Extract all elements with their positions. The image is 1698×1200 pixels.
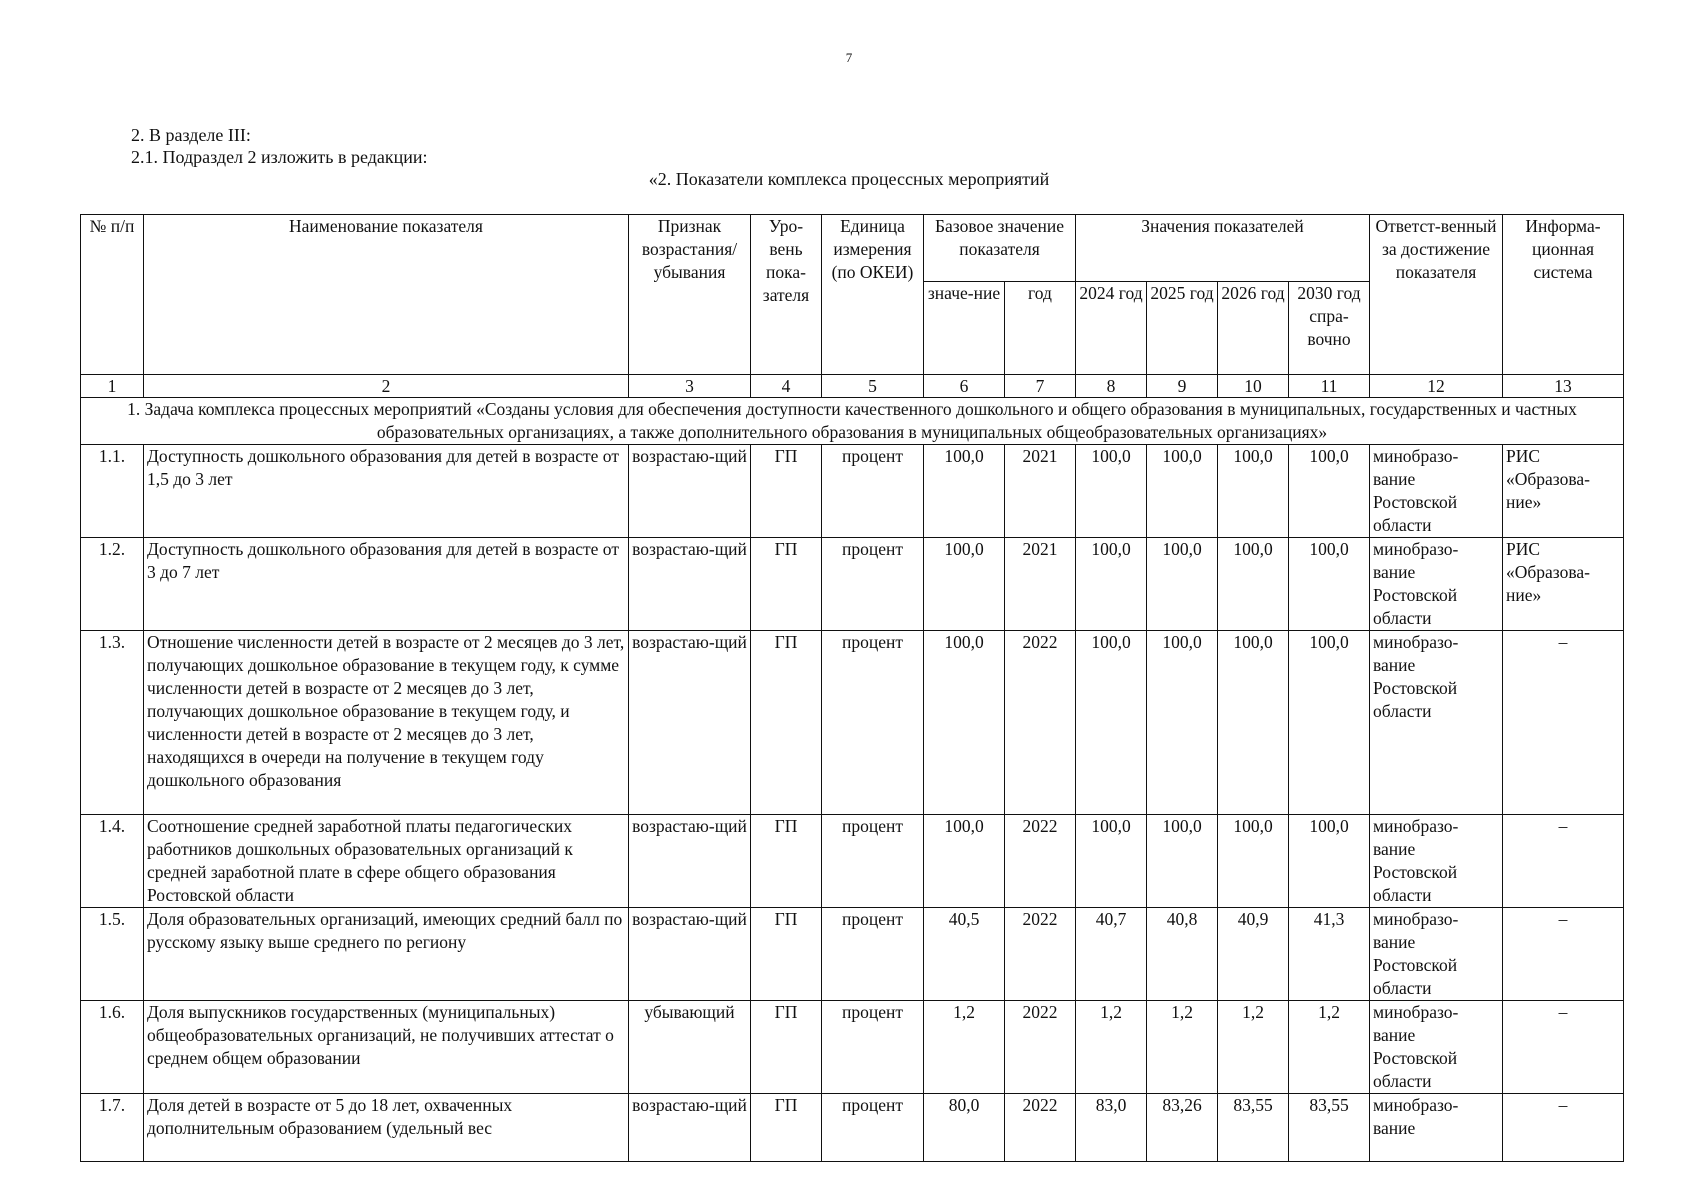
row-base-value: 80,0: [924, 1094, 1005, 1162]
row-responsible: минобразо-вание Ростовской области: [1370, 631, 1503, 815]
row-unit: процент: [822, 815, 924, 908]
header-unit: Единица измерения (по ОКЕИ): [822, 215, 924, 375]
row-system: –: [1503, 1094, 1624, 1162]
row-value-2025: 1,2: [1147, 1001, 1218, 1094]
row-value-2026: 40,9: [1218, 908, 1289, 1001]
column-number: 5: [822, 375, 924, 398]
table-row: [81, 815, 1624, 908]
row-name: Доля образовательных организаций, имеющих средний балл по русскому языку выше среднего по региону: [144, 908, 629, 1001]
row-value-2024: 100,0: [1076, 445, 1147, 538]
table-row: [81, 1001, 1624, 1094]
row-unit: процент: [822, 1001, 924, 1094]
indicators-table: [80, 214, 1624, 1162]
header-year-2025: 2025 год: [1147, 282, 1218, 375]
row-base-value: 100,0: [924, 631, 1005, 815]
row-num: 1.1.: [81, 445, 144, 538]
row-base-year: 2021: [1005, 538, 1076, 631]
row-base-value: 40,5: [924, 908, 1005, 1001]
row-base-year: 2022: [1005, 1094, 1076, 1162]
row-responsible: минобразо-вание Ростовской области: [1370, 445, 1503, 538]
row-value-2030: 41,3: [1289, 908, 1370, 1001]
row-responsible: минобразо-вание Ростовской области: [1370, 815, 1503, 908]
row-base-value: 100,0: [924, 815, 1005, 908]
row-num: 1.2.: [81, 538, 144, 631]
table-row: [81, 445, 1624, 538]
column-number: 8: [1076, 375, 1147, 398]
column-number: 1: [81, 375, 144, 398]
header-year-2026: 2026 год: [1218, 282, 1289, 375]
row-trend: возрастаю-щий: [629, 1094, 751, 1162]
row-value-2030: 1,2: [1289, 1001, 1370, 1094]
table-row: [81, 538, 1624, 631]
row-base-value: 1,2: [924, 1001, 1005, 1094]
row-level: ГП: [751, 631, 822, 815]
row-trend: возрастаю-щий: [629, 631, 751, 815]
row-trend: возрастаю-щий: [629, 908, 751, 1001]
row-value-2030: 100,0: [1289, 815, 1370, 908]
row-value-2024: 100,0: [1076, 815, 1147, 908]
row-value-2026: 100,0: [1218, 815, 1289, 908]
row-value-2026: 100,0: [1218, 538, 1289, 631]
row-system: –: [1503, 815, 1624, 908]
column-number: 11: [1289, 375, 1370, 398]
row-system: –: [1503, 908, 1624, 1001]
column-number: 13: [1503, 375, 1624, 398]
row-unit: процент: [822, 538, 924, 631]
row-unit: процент: [822, 908, 924, 1001]
row-base-value: 100,0: [924, 538, 1005, 631]
row-base-year: 2022: [1005, 1001, 1076, 1094]
table-row: [81, 1094, 1624, 1162]
intro-line-section: 2. В разделе III:: [131, 125, 251, 145]
row-trend: возрастаю-щий: [629, 445, 751, 538]
row-trend: убывающий: [629, 1001, 751, 1094]
row-value-2026: 1,2: [1218, 1001, 1289, 1094]
row-value-2030: 83,55: [1289, 1094, 1370, 1162]
row-base-year: 2022: [1005, 908, 1076, 1001]
row-value-2025: 100,0: [1147, 815, 1218, 908]
header-row-top: [81, 215, 1624, 282]
row-value-2026: 100,0: [1218, 631, 1289, 815]
row-num: 1.6.: [81, 1001, 144, 1094]
header-infosystem: Информа-ционная система: [1503, 215, 1624, 375]
row-num: 1.7.: [81, 1094, 144, 1162]
row-base-year: 2022: [1005, 631, 1076, 815]
row-system: РИС «Образова-ние»: [1503, 538, 1624, 631]
row-responsible: минобразо-вание Ростовской области: [1370, 538, 1503, 631]
row-base-value: 100,0: [924, 445, 1005, 538]
column-number: 4: [751, 375, 822, 398]
row-value-2030: 100,0: [1289, 631, 1370, 815]
header-values: Значения показателей: [1076, 215, 1370, 282]
row-name: Доля детей в возрасте от 5 до 18 лет, охваченных дополнительным образованием (удельный вес: [144, 1094, 629, 1162]
header-base-value: значе-ние: [924, 282, 1005, 375]
row-value-2030: 100,0: [1289, 445, 1370, 538]
row-value-2025: 100,0: [1147, 538, 1218, 631]
column-number: 2: [144, 375, 629, 398]
column-number-row: [81, 375, 1624, 398]
row-system: РИС «Образова-ние»: [1503, 445, 1624, 538]
column-number: 7: [1005, 375, 1076, 398]
header-year-2030: 2030 год спра-вочно: [1289, 282, 1370, 375]
section-title: «2. Показатели комплекса процессных мероприятий: [648, 169, 1050, 189]
header-year-2024: 2024 год: [1076, 282, 1147, 375]
row-responsible: минобразо-вание Ростовской области: [1370, 1001, 1503, 1094]
column-number: 6: [924, 375, 1005, 398]
header-level: Уро-вень пока-зателя: [751, 215, 822, 375]
column-number: 10: [1218, 375, 1289, 398]
header-responsible: Ответст-венный за достижение показателя: [1370, 215, 1503, 375]
intro-line-subsection: 2.1. Подраздел 2 изложить в редакции:: [131, 147, 428, 167]
row-value-2026: 100,0: [1218, 445, 1289, 538]
row-trend: возрастаю-щий: [629, 815, 751, 908]
row-unit: процент: [822, 445, 924, 538]
row-name: Доступность дошкольного образования для детей в возрасте от 3 до 7 лет: [144, 538, 629, 631]
table-row: [81, 631, 1624, 815]
task-description: 1. Задача комплекса процессных мероприятий «Созданы условия для обеспечения доступности качественного дошкольного и общего образования в муниципальных, государственных и частных образовательных организациях, а также дополнительного образования в муниципальных общеобразовательных организациях»: [81, 398, 1624, 445]
page-number: 7: [845, 50, 853, 65]
header-base-year: год: [1005, 282, 1076, 375]
header-trend: Признак возрастания/ убывания: [629, 215, 751, 375]
intro-text: [131, 124, 428, 168]
row-value-2024: 100,0: [1076, 631, 1147, 815]
row-value-2024: 40,7: [1076, 908, 1147, 1001]
row-num: 1.5.: [81, 908, 144, 1001]
header-base: Базовое значение показателя: [924, 215, 1076, 282]
row-level: ГП: [751, 1001, 822, 1094]
row-value-2025: 40,8: [1147, 908, 1218, 1001]
row-responsible: минобразо-вание: [1370, 1094, 1503, 1162]
row-level: ГП: [751, 908, 822, 1001]
row-value-2024: 1,2: [1076, 1001, 1147, 1094]
column-number: 12: [1370, 375, 1503, 398]
row-system: –: [1503, 631, 1624, 815]
row-value-2025: 100,0: [1147, 631, 1218, 815]
header-num: № п/п: [81, 215, 144, 375]
row-level: ГП: [751, 1094, 822, 1162]
row-unit: процент: [822, 631, 924, 815]
row-name: Отношение численности детей в возрасте от 2 месяцев до 3 лет, получающих дошкольное образование в текущем году, к сумме численности детей в возрасте от 2 месяцев до 3 лет, получающих дошкольное образование в текущем году, и численности детей в возрасте от 2 месяцев до 3 лет, находящихся в очереди на получение в текущем году дошкольного образования: [144, 631, 629, 815]
row-base-year: 2021: [1005, 445, 1076, 538]
row-num: 1.3.: [81, 631, 144, 815]
row-value-2024: 100,0: [1076, 538, 1147, 631]
row-name: Доступность дошкольного образования для детей в возрасте от 1,5 до 3 лет: [144, 445, 629, 538]
column-number: 3: [629, 375, 751, 398]
header-name: Наименование показателя: [144, 215, 629, 375]
row-trend: возрастаю-щий: [629, 538, 751, 631]
row-unit: процент: [822, 1094, 924, 1162]
row-level: ГП: [751, 538, 822, 631]
row-level: ГП: [751, 445, 822, 538]
table-row: [81, 908, 1624, 1001]
row-name: Доля выпускников государственных (муниципальных) общеобразовательных организаций, не получивших аттестат о среднем общем образовании: [144, 1001, 629, 1094]
row-responsible: минобразо-вание Ростовской области: [1370, 908, 1503, 1001]
row-value-2030: 100,0: [1289, 538, 1370, 631]
column-number: 9: [1147, 375, 1218, 398]
row-name: Соотношение средней заработной платы педагогических работников дошкольных образовательных организаций к средней заработной плате в сфере общего образования Ростовской области: [144, 815, 629, 908]
row-value-2026: 83,55: [1218, 1094, 1289, 1162]
row-value-2025: 83,26: [1147, 1094, 1218, 1162]
row-value-2024: 83,0: [1076, 1094, 1147, 1162]
row-num: 1.4.: [81, 815, 144, 908]
row-base-year: 2022: [1005, 815, 1076, 908]
row-level: ГП: [751, 815, 822, 908]
task-row: [81, 398, 1624, 445]
row-value-2025: 100,0: [1147, 445, 1218, 538]
row-system: –: [1503, 1001, 1624, 1094]
